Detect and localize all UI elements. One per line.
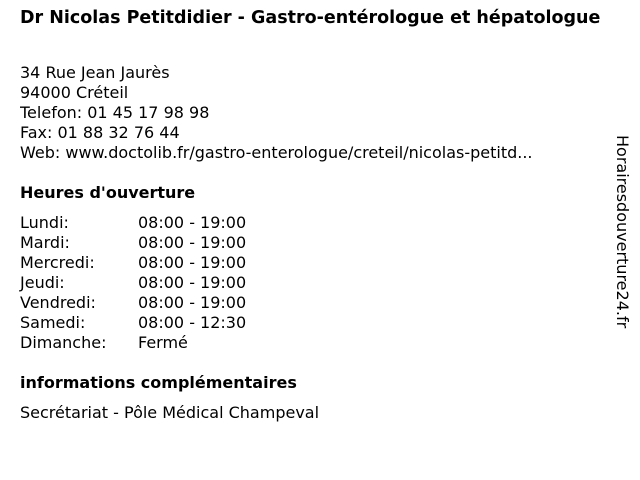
website-link[interactable]: Web: www.doctolib.fr/gastro-enterologue/creteil/nicolas-petitd... bbox=[20, 143, 533, 162]
time-value: 08:00 - 19:00 bbox=[138, 253, 247, 272]
opening-hours-table bbox=[20, 213, 246, 353]
time-value: Fermé bbox=[138, 333, 188, 352]
phone-number: Telefon: 01 45 17 98 98 bbox=[20, 103, 210, 122]
address-block bbox=[20, 63, 610, 163]
hours-row-thursday bbox=[20, 273, 246, 293]
hours-row-monday bbox=[20, 213, 246, 233]
fax-number: Fax: 01 88 32 76 44 bbox=[20, 123, 180, 142]
time-value: 08:00 - 19:00 bbox=[138, 273, 247, 292]
day-label: Jeudi: bbox=[20, 273, 65, 292]
time-value: 08:00 - 19:00 bbox=[138, 213, 247, 232]
day-label: Vendredi: bbox=[20, 293, 96, 312]
day-label: Samedi: bbox=[20, 313, 86, 332]
hours-row-friday bbox=[20, 293, 246, 313]
hours-row-tuesday bbox=[20, 233, 246, 253]
additional-info-text: Secrétariat - Pôle Médical Champeval bbox=[20, 403, 320, 422]
hours-row-saturday bbox=[20, 313, 246, 333]
street-address: 34 Rue Jean Jaurès bbox=[20, 63, 170, 82]
day-label: Mardi: bbox=[20, 233, 70, 252]
additional-info-heading: informations complémentaires bbox=[20, 373, 297, 392]
hours-row-sunday bbox=[20, 333, 246, 353]
business-title: Dr Nicolas Petitdidier - Gastro-entérologue et hépatologue bbox=[20, 8, 601, 28]
site-watermark: Horairesdouverture24.fr bbox=[613, 135, 632, 329]
time-value: 08:00 - 12:30 bbox=[138, 313, 247, 332]
time-value: 08:00 - 19:00 bbox=[138, 293, 247, 312]
hours-row-wednesday bbox=[20, 253, 246, 273]
city-address: 94000 Créteil bbox=[20, 83, 129, 102]
day-label: Dimanche: bbox=[20, 333, 107, 352]
day-label: Mercredi: bbox=[20, 253, 95, 272]
opening-hours-heading: Heures d'ouverture bbox=[20, 183, 196, 202]
time-value: 08:00 - 19:00 bbox=[138, 233, 247, 252]
day-label: Lundi: bbox=[20, 213, 69, 232]
